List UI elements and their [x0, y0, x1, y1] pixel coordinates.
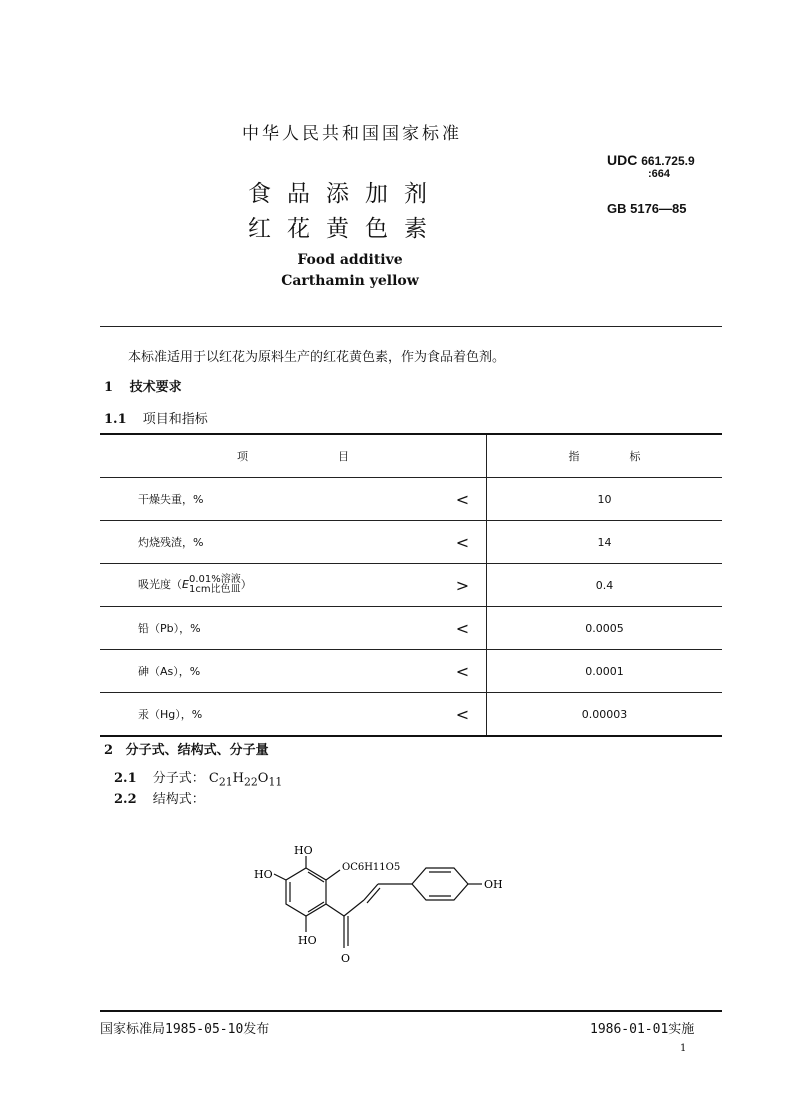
footer-divider: [100, 1010, 722, 1012]
section-1-1-number: 1.1: [104, 412, 127, 427]
row-name-absorbance: 吸光度（E 0.01%溶液 1cm比色皿 ）: [100, 564, 439, 607]
udc-label: UDC: [607, 152, 638, 168]
table-row: [100, 693, 722, 737]
table-header-row: [100, 434, 722, 478]
udc-code: [607, 152, 695, 168]
left-benzene-ring: [286, 868, 326, 916]
section-2-2-number: 2.2: [114, 792, 137, 807]
label-glycoside: OC6H11O5: [342, 862, 401, 873]
row-value: 0.4: [487, 564, 723, 607]
row-name: 砷（As），%: [100, 650, 439, 693]
section-2-number: 2: [104, 743, 114, 758]
row-operator: <: [439, 650, 487, 693]
row-name: 干燥失重，%: [100, 478, 439, 521]
label-ho-top: HO: [294, 844, 313, 857]
title-chinese-line1: 食品添加剂: [248, 181, 443, 207]
header-value: 指标: [487, 434, 723, 478]
structure-label: 结构式：: [152, 792, 205, 807]
section-2-2-line: [114, 788, 205, 807]
row-value: 0.0005: [487, 607, 723, 650]
title-english-line2: Carthamin yellow: [281, 273, 419, 289]
intro-text: 本标准适用于以红花为原料生产的红花黄色素，作为食品着色剂。: [128, 350, 506, 365]
row-operator: >: [439, 564, 487, 607]
row-name: 灼烧残渣，%: [100, 521, 439, 564]
table-row: [100, 521, 722, 564]
issue-statement: 国家标准局1985-05-10发布: [100, 1022, 270, 1037]
label-carbonyl-o: O: [341, 952, 351, 965]
country-standard-heading: 中华人民共和国国家标准: [242, 124, 462, 144]
section-2-1-line: [114, 767, 282, 789]
table-row: [100, 650, 722, 693]
section-1-title: 技术要求: [129, 380, 182, 395]
row-value: 0.00003: [487, 693, 723, 737]
formula-label: 分子式：: [152, 771, 205, 786]
title-english-line1: Food additive: [297, 252, 403, 268]
section-1-1-title: 项目和指标: [142, 412, 208, 427]
section-2-title: 分子式、结构式、分子量: [125, 743, 269, 758]
title-chinese-line2: 红花黄色素: [248, 216, 443, 242]
label-ho-left: HO: [254, 868, 273, 881]
header-divider: [100, 326, 722, 327]
right-benzene-ring: [412, 868, 468, 900]
header-item: 项目: [100, 434, 487, 478]
row-operator: <: [439, 607, 487, 650]
label-oh-right: OH: [484, 878, 503, 891]
section-2-1-number: 2.1: [114, 771, 137, 786]
table-row: [100, 564, 722, 607]
structural-formula: [240, 840, 520, 975]
row-value: 14: [487, 521, 723, 564]
section-1-1-heading: [104, 408, 208, 427]
row-operator: <: [439, 693, 487, 737]
row-operator: <: [439, 521, 487, 564]
row-value: 0.0001: [487, 650, 723, 693]
udc-number: 661.725.9: [641, 154, 695, 168]
table-row: [100, 607, 722, 650]
row-name: 铅（Pb），%: [100, 607, 439, 650]
gb-code: GB 5176—85: [607, 201, 687, 216]
page-number: 1: [680, 1043, 687, 1054]
section-1-number: 1: [104, 380, 114, 395]
label-ho-bottom: HO: [298, 934, 317, 947]
table-row: [100, 478, 722, 521]
molecular-formula: $C_{21}H_{22}O_{11}$: [208, 771, 283, 789]
row-value: 10: [487, 478, 723, 521]
spec-table: [100, 433, 722, 737]
row-name: 汞（Hg），%: [100, 693, 439, 737]
row-operator: <: [439, 478, 487, 521]
section-1-heading: [104, 376, 182, 395]
effective-date: 1986-01-01实施: [590, 1022, 695, 1037]
udc-number-continued: :664: [648, 168, 671, 180]
section-2-heading: [104, 739, 269, 758]
